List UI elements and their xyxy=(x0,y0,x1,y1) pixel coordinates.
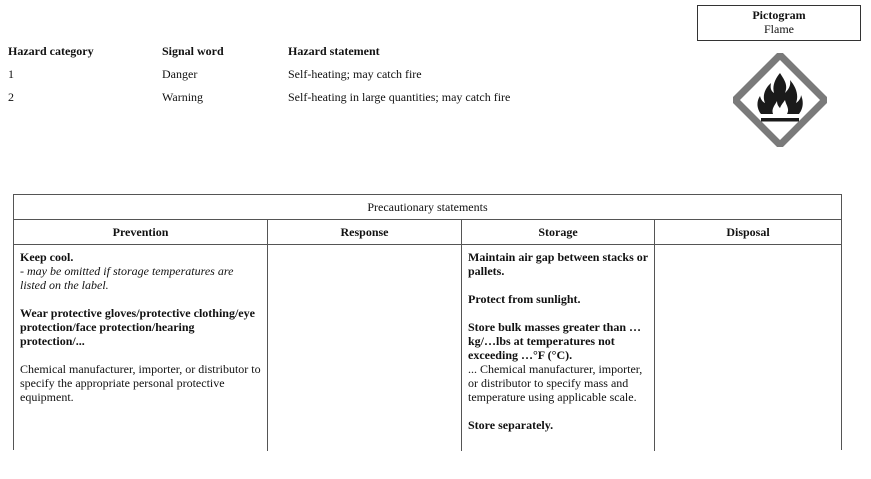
signal-word: Warning xyxy=(162,90,204,104)
column-prevention: Prevention xyxy=(14,220,268,244)
hazard-category: 1 xyxy=(8,67,14,81)
pictogram-name: Flame xyxy=(764,22,794,36)
storage-cell xyxy=(462,245,655,451)
disposal-cell xyxy=(655,245,841,451)
precautionary-body-row xyxy=(14,245,841,451)
hazard-statement: Self-heating in large quantities; may catch fire xyxy=(288,90,511,104)
flame-icon xyxy=(733,53,827,147)
prevention-keep-cool-note: - may be omitted if storage temperatures are listed on the label. xyxy=(20,264,234,292)
header-hazard-statement: Hazard statement xyxy=(288,44,380,58)
prevention-wear-protective: Wear protective gloves/protective clothing/eye protection/face protection/hearing protection/... xyxy=(20,306,255,348)
precautionary-statements-table xyxy=(13,194,842,450)
column-response: Response xyxy=(268,220,462,244)
hazard-statement: Self-heating; may catch fire xyxy=(288,67,422,81)
storage-protect-sunlight: Protect from sunlight. xyxy=(468,292,581,306)
storage-separately: Store separately. xyxy=(468,418,554,432)
prevention-cell xyxy=(14,245,268,451)
precautionary-title: Precautionary statements xyxy=(14,195,841,220)
column-disposal: Disposal xyxy=(726,225,770,239)
response-cell xyxy=(268,245,462,451)
pictogram-title: Pictogram xyxy=(752,8,806,22)
precautionary-header-row xyxy=(14,220,841,245)
prevention-ppe-note: Chemical manufacturer, importer, or distributor to specify the appropriate personal protective equipment. xyxy=(20,362,261,404)
column-storage: Storage xyxy=(462,220,655,244)
prevention-keep-cool: Keep cool. xyxy=(20,250,74,264)
hazard-category: 2 xyxy=(8,90,14,104)
flame-base-line xyxy=(761,118,799,122)
storage-air-gap: Maintain air gap between stacks or pallets. xyxy=(468,250,648,278)
header-signal-word: Signal word xyxy=(162,44,224,58)
signal-word: Danger xyxy=(162,67,198,81)
storage-bulk-masses: Store bulk masses greater than … kg/…lbs at temperatures not exceeding …°F (°C). xyxy=(468,320,642,362)
pictogram-box xyxy=(697,5,861,41)
storage-bulk-note: ... Chemical manufacturer, importer, or distributor to specify mass and temperature using applicable scale. xyxy=(468,362,643,404)
header-hazard-category: Hazard category xyxy=(8,44,94,58)
